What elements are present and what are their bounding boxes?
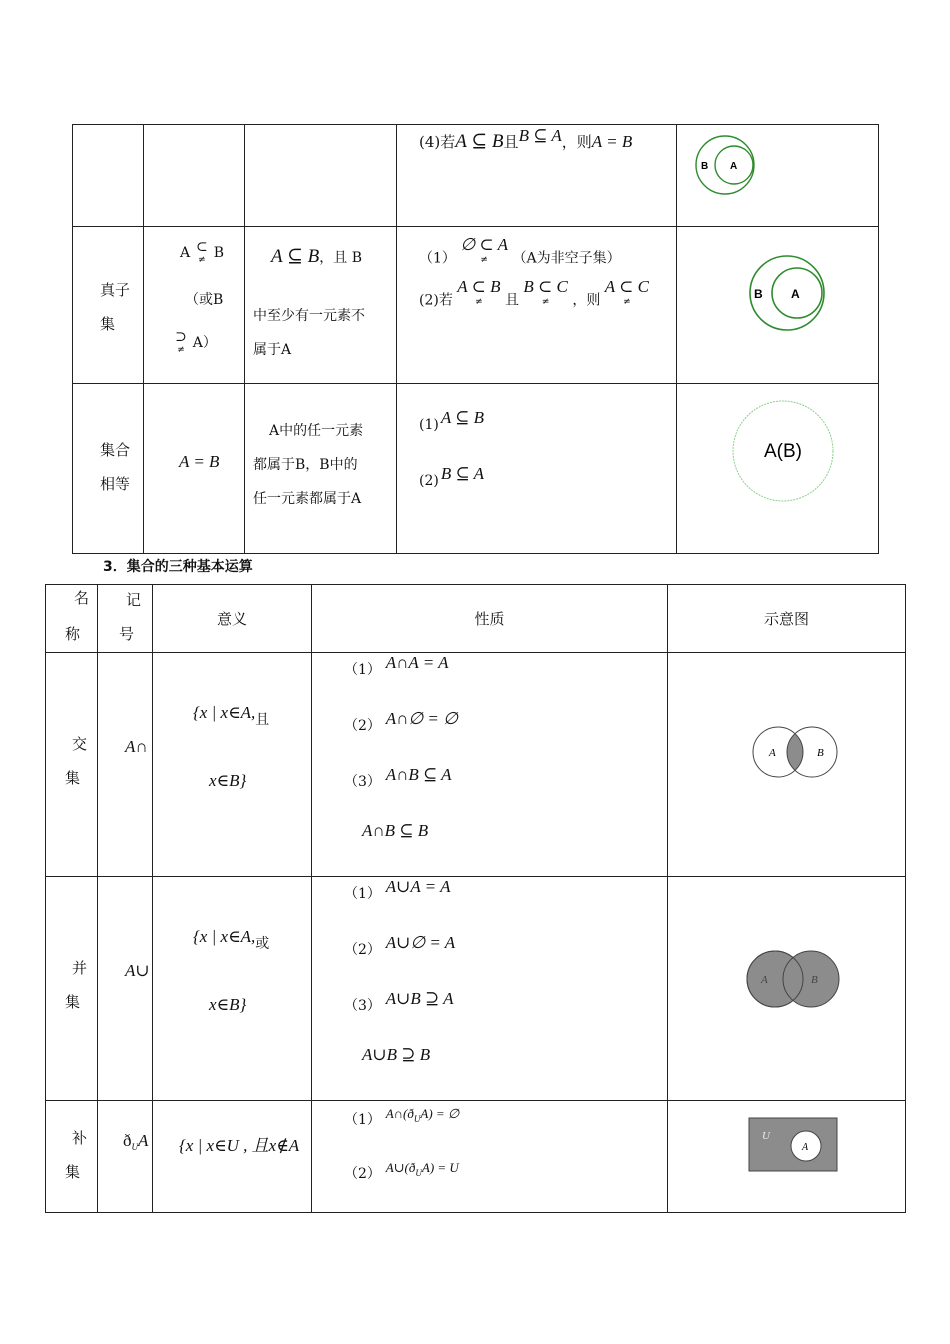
text: 且 <box>504 292 519 309</box>
formula <box>523 277 568 308</box>
meaning-line: 都属于B，B中的 <box>253 457 358 473</box>
notation-a-sub-b <box>180 241 224 265</box>
name-line: 集 <box>65 769 81 787</box>
table-row <box>73 125 879 227</box>
complement-notation <box>123 1131 148 1152</box>
meaning-line: 中至少有一元素不 <box>253 308 365 324</box>
universe-label: U <box>762 1130 770 1142</box>
meaning-cell <box>245 384 397 554</box>
diagram-cell <box>668 653 906 877</box>
formula: ∅ ⊂ A <box>460 235 509 254</box>
formula: A) = U <box>421 1160 459 1175</box>
set-a-label: A <box>802 1142 809 1153</box>
name-line: 并 <box>72 959 88 977</box>
proper-superset-symbol <box>174 331 188 355</box>
table-row-complement <box>46 1101 906 1213</box>
property-cell <box>312 1101 668 1213</box>
item-number: （3） <box>344 998 381 1014</box>
proper-subset-symbol <box>195 241 209 265</box>
set-operations-table <box>45 584 906 1213</box>
item-number: （2） <box>344 1166 381 1182</box>
name-cell <box>46 653 98 877</box>
set-b-label: B <box>811 974 818 986</box>
formula: {x | x∈A, <box>193 927 256 946</box>
formula: {x | x∈U , 且x∉A <box>179 1136 300 1155</box>
property-3 <box>344 765 452 790</box>
union-venn-diagram <box>744 949 844 1013</box>
name-line: 相等 <box>100 475 131 493</box>
symbol: ⊂ <box>196 239 208 255</box>
property-1 <box>419 235 621 272</box>
text: 且 <box>503 133 519 151</box>
formula: A∪B ⊇ B <box>362 1045 431 1064</box>
outer-set-label: B <box>754 287 763 301</box>
section-title: 3．集合的三种基本运算 <box>103 559 253 575</box>
formula: A∩∅ = ∅ <box>385 709 458 728</box>
not-equal-mark: ≠ <box>541 297 550 307</box>
header-name <box>46 585 98 653</box>
notation-cell <box>144 227 245 384</box>
meaning-line: A中的任一元素 <box>269 423 364 439</box>
name-line: 集 <box>65 1163 81 1181</box>
meaning-cell <box>245 227 397 384</box>
not-equal-mark: ≠ <box>177 345 185 355</box>
formula: x∈B} <box>209 995 247 1014</box>
text: 或 <box>255 936 270 952</box>
header-text: 名 <box>74 589 90 607</box>
set-a-label: A <box>769 747 776 759</box>
formula <box>457 277 501 308</box>
item-number: (2) <box>419 473 439 489</box>
header-property: 性质 <box>312 585 668 653</box>
row-name <box>100 433 130 501</box>
property-cell <box>397 227 677 384</box>
proper-subset-venn-diagram <box>745 251 829 335</box>
universe-subscript: U <box>415 1168 422 1178</box>
diagram-cell <box>677 384 879 554</box>
formula: {x | x∈A, <box>193 703 256 722</box>
set-relations-table <box>72 124 879 554</box>
formula: A∪(ð <box>385 1160 416 1175</box>
subset-venn-diagram <box>691 131 761 201</box>
diagram-cell <box>677 227 879 384</box>
row-name <box>100 273 130 341</box>
name-line: 集合 <box>100 441 131 459</box>
property-cell <box>397 125 677 227</box>
formula: A ⊂ B <box>457 277 501 296</box>
name-cell <box>46 877 98 1101</box>
item-number: （1） <box>419 250 456 267</box>
meaning-cell <box>153 1101 312 1213</box>
name-cell <box>46 1101 98 1213</box>
formula: A ⊆ B <box>271 246 320 267</box>
text: ，且 B <box>319 250 363 266</box>
header-meaning: 意义 <box>153 585 312 653</box>
item-number: （1） <box>344 886 381 902</box>
notation-cell <box>144 384 245 554</box>
set-a-label: A <box>761 974 768 986</box>
universe-subscript: U <box>413 1114 421 1124</box>
diagram-cell <box>668 1101 906 1213</box>
outer-set-label: B <box>701 161 709 172</box>
header-diagram: 示意图 <box>668 585 906 653</box>
not-equal-mark: ≠ <box>480 255 488 265</box>
complement-symbol: ð <box>123 1131 132 1150</box>
text: A <box>180 245 191 261</box>
meaning-line <box>193 927 270 952</box>
text: ，则 <box>561 133 592 151</box>
item-number: （3） <box>344 774 381 790</box>
formula: A ⊆ B <box>455 131 504 152</box>
diagram-cell <box>677 125 879 227</box>
formula: A ⊂ C <box>604 277 649 296</box>
property-2 <box>419 464 485 490</box>
property-1 <box>344 653 449 678</box>
meaning-cell <box>153 877 312 1101</box>
property-2 <box>344 709 458 734</box>
property-cell <box>397 384 677 554</box>
formula: B ⊂ C <box>523 277 568 296</box>
formula: A∪ <box>125 961 150 980</box>
formula: A∪B ⊇ A <box>385 989 454 1008</box>
item-number: （2） <box>344 718 381 734</box>
inner-set-label: A <box>791 287 800 301</box>
text: （或B <box>185 292 224 308</box>
formula: A∩(ð <box>385 1106 414 1121</box>
formula: A∩B ⊆ A <box>385 765 452 784</box>
formula: x∈B} <box>209 771 247 790</box>
formula: B ⊆ A <box>518 126 562 145</box>
table-row <box>73 384 879 554</box>
name-cell <box>73 384 144 554</box>
name-line: 交 <box>72 735 88 753</box>
name-line: 集 <box>65 993 81 1011</box>
formula: A <box>138 1131 149 1150</box>
meaning-line <box>193 703 270 728</box>
table-header-row <box>46 585 906 653</box>
intersection-venn-diagram <box>751 725 841 783</box>
formula: A∩B ⊆ B <box>362 821 429 840</box>
complement-diagram <box>748 1117 840 1175</box>
formula <box>604 277 649 308</box>
name-line: 真子 <box>100 281 131 299</box>
meaning-line: 任一元素都属于A <box>253 491 362 507</box>
empty-proper-subset <box>460 235 509 266</box>
formula: A = B <box>591 132 633 151</box>
set-b-label: B <box>817 747 824 759</box>
table-row-union <box>46 877 906 1101</box>
name-cell <box>73 125 144 227</box>
formula: B ⊆ A <box>440 464 485 483</box>
property-1 <box>344 877 451 902</box>
item-number: （1） <box>344 1112 381 1128</box>
not-equal-mark: ≠ <box>475 297 483 307</box>
header-text: 称 <box>65 625 81 643</box>
name-cell <box>73 227 144 384</box>
not-equal-mark: ≠ <box>623 297 631 307</box>
item-number: (1) <box>419 417 439 433</box>
header-symbol <box>98 585 153 653</box>
meaning-cell <box>153 653 312 877</box>
formula: A∪∅ = A <box>385 933 456 952</box>
notation-cell <box>144 125 245 227</box>
text: (2)若 <box>419 292 453 309</box>
property-cell <box>312 653 668 877</box>
property-1 <box>344 1103 460 1128</box>
name-line: 补 <box>72 1129 88 1147</box>
formula: A) = ∅ <box>420 1106 460 1121</box>
symbol: ⊃ <box>175 329 187 345</box>
header-text: 记 <box>126 591 142 609</box>
meaning-line <box>271 245 362 268</box>
property-cell <box>312 877 668 1101</box>
property-3 <box>344 989 454 1014</box>
symbol-cell <box>98 877 153 1101</box>
symbol-cell <box>98 1101 153 1213</box>
property-4 <box>419 126 633 153</box>
text: ，则 <box>572 292 601 309</box>
formula: A ⊆ B <box>440 408 485 427</box>
equal-sets-diagram <box>730 398 836 504</box>
meaning-line: 属于A <box>253 342 292 358</box>
item-number: （1） <box>344 662 381 678</box>
equal-set-label: A(B) <box>764 441 802 462</box>
table-row <box>73 227 879 384</box>
formula: A∩ <box>125 737 148 756</box>
text: A） <box>192 335 217 351</box>
text: 且 <box>255 712 270 728</box>
symbol-cell <box>98 653 153 877</box>
notation-b-sup-a <box>174 331 217 355</box>
universe-subscript: U <box>131 1142 138 1152</box>
formula: A = B <box>179 452 220 471</box>
text: （A为非空子集） <box>512 250 621 267</box>
name-line: 集 <box>100 315 116 333</box>
formula: A∪A = A <box>385 877 451 896</box>
property-2 <box>344 933 456 958</box>
property-2 <box>419 277 649 314</box>
header-text: 号 <box>119 625 135 643</box>
diagram-cell <box>668 877 906 1101</box>
item-number: （2） <box>344 942 381 958</box>
text: B <box>213 245 224 261</box>
property-2 <box>344 1157 459 1182</box>
table-row-intersection <box>46 653 906 877</box>
not-equal-mark: ≠ <box>198 255 206 265</box>
inner-set-label: A <box>730 161 738 172</box>
property-1 <box>419 408 485 434</box>
meaning-cell <box>245 125 397 227</box>
formula: A∩A = A <box>385 653 449 672</box>
property-prefix: (4)若 <box>419 133 456 151</box>
